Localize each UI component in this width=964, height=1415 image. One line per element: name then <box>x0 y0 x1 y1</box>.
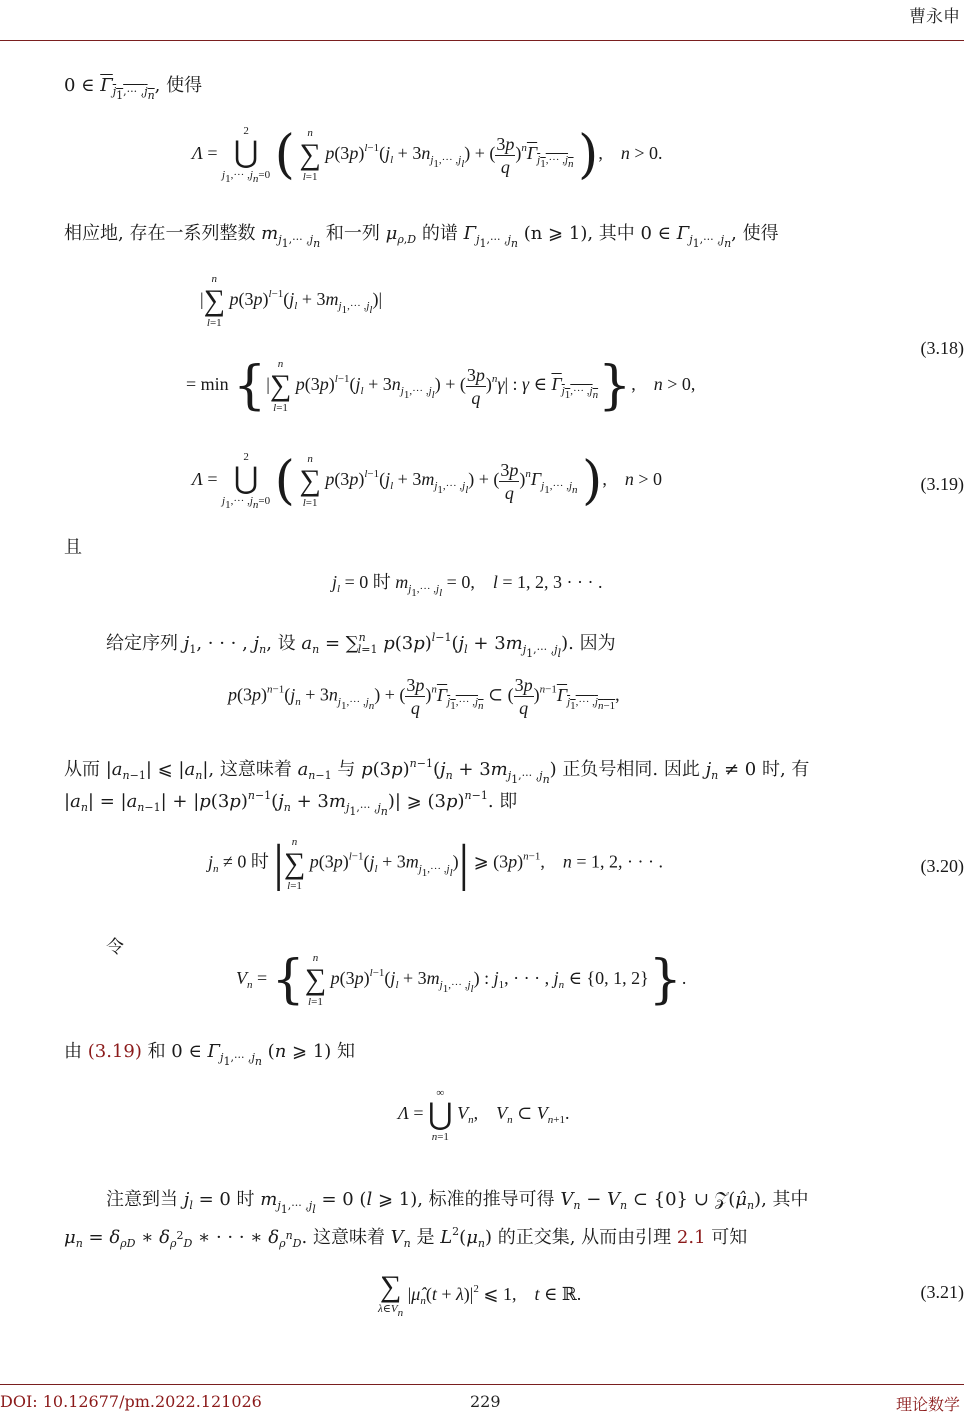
equation-number: (3.19) <box>921 474 964 495</box>
text-fragment: 0 ∈ <box>64 75 100 96</box>
text-fragment: 相应地, 存在一系列整数 <box>64 223 261 244</box>
equation-lambda-vn: Λ = ∞ ⋃ n=1 $V_n$, $V_n$ ⊂ $V_{n+1}$. <box>398 1086 569 1144</box>
paragraph-line: 0 ∈ $\Gamma_{j_1,\cdot\cdot\cdot ,j_n}$, 使得 <box>64 74 202 108</box>
equation-link[interactable]: (3.19) <box>88 1041 142 1062</box>
paragraph-line: 且 <box>64 536 82 560</box>
text-fragment: , 使得 <box>155 75 202 96</box>
paragraph-line: 给定序列 $j_1$, · · · , $j_n$, 设 $a_n = \sum^n_{l=1}$ $p(3p)^{l-1}(j_l + 3m_{j_1,\cdot\cdot\cdot ,j_l})$. 因为 <box>106 626 616 666</box>
paragraph-line: 令 <box>106 936 124 960</box>
page-number: 229 <box>470 1392 501 1411</box>
text-fragment: (n ⩾ 1), 其中 0 ∈ <box>518 223 677 244</box>
equation-condition: $j_l = 0$ 时 $m_{j_1,\cdot\cdot\cdot ,j_l} = 0$, l = 1, 2, 3 · · · . <box>332 568 602 599</box>
paragraph-line: $|a_n| = |a_{n-1}| + |p(3p)^{n-1}(j_n + 3m_{j_1,\cdot\cdot\cdot ,j_n})|$ ⩾ $(3p)^{n-1}$. 即 <box>64 784 517 824</box>
paragraph-line: 从而 $|a_{n-1}|$ ⩽ $|a_n|$, 这意味着 $a_{n-1}$ 与 $p(3p)^{n-1}(j_n + 3m_{j_1,\cdot\cdot\cdot ,j_n})$ 正负号相同. 因此 $j_n \ne 0$ 时, 有 <box>64 752 809 792</box>
paragraph-line: 相应地, 存在一系列整数 $m_{j_1,\cdot\cdot\cdot ,j_n}$ 和一列 $\mu_{\rho,D}$ 的谱 $\Gamma_{j_1,\cdot\cdot\cdot ,j_n}$ (n ⩾ 1), 其中 0 ∈ $\Gamma_{j_1,\cdot\cdot\cdot ,j_n}$, 使得 <box>64 222 779 256</box>
text-fragment: , 使得 <box>731 223 778 244</box>
footer-divider <box>0 1384 964 1385</box>
lemma-link[interactable]: 2.1 <box>677 1227 706 1248</box>
equation-inclusion: $p(3p)^{n-1}(j_n + 3n_{j_1,\cdot\cdot\cdot ,j_n})$ + ( $\frac{3p}{q}$ )$^n\Gamma_{j_1,\cdot\cdot\cdot ,j_n}$ ⊂ ( $\frac{3p}{q}$ )$^{n-1}\Gamma_{j_1,\cdot\cdot\cdot ,j_{n-1}}$, <box>228 674 620 719</box>
footer-journal-link[interactable]: 理论数学 <box>896 1392 960 1415</box>
equation-number: (3.21) <box>921 1282 964 1303</box>
equation-number: (3.18) <box>921 338 964 359</box>
equation-vn: $V_n$ = { n ∑ l=1 $p(3p)^{l-1}(j_l + 3m_{j_1,\cdot\cdot\cdot ,j_l})$ : $j_1$, · · · , $j_n$ ∈ {0, 1, 2}}. <box>236 950 686 1010</box>
paragraph-line: 注意到当 $j_l = 0$ 时 $m_{j_1,\cdot\cdot\cdot ,j_l} = 0$ (l ⩾ 1), 标准的推导可得 $V_n - V_n$ ⊂ {0} ∪ $𝒵(\mû_n)$, 其中 <box>106 1188 809 1222</box>
page-header <box>0 0 964 41</box>
equation-3-19: Λ = 2 ⋃ $j_1,\cdot\cdot\cdot ,j_n=0$ ( n ∑ l=1 $p(3p)^{l-1}(j_l + 3m_{j_1,\cdot\cdot\cdot ,j_l})$ + ( $\frac{3p}{q}$ )$^n\Gamma_{j_1,\cdot\cdot\cdot ,j_n}$ ), n > 0 <box>192 450 662 512</box>
text-fragment: 和一列 <box>320 223 385 244</box>
paragraph-line: $\mu_n = \delta_{\rho D}$ ∗ $\delta_{\rho^2D}$ ∗ · · · ∗ $\delta_{\rho^nD}$. 这意味着 $V_n$ 是 $L^2(\mu_n)$ 的正交集, 从而由引理 2.1 可知 <box>64 1220 747 1256</box>
paragraph-line: 由 (3.19) 和 0 ∈ $\Gamma_{j_1,\cdot\cdot\cdot ,j_n}$ (n ⩾ 1) 知 <box>64 1040 355 1074</box>
text-fragment: . 即 <box>488 791 517 812</box>
equation-3-18-line2: = min {| n ∑ l=1 $p(3p)^{l-1}(j_l + 3n_{j_1,\cdot\cdot\cdot ,j_l})$ + ( $\frac{3p}{q}$ )$^n$γ| : γ ∈ $\Gamma_{j_1,\cdot\cdot\cdot ,j_n}$}, n > 0, <box>186 356 695 416</box>
equation-3-18-line1: | n ∑ l=1 $p(3p)^{l-1}(j_l + 3m_{j_1,\cdot\cdot\cdot ,j_l})|$ <box>200 272 382 330</box>
equation-lambda-union: Λ = 2 ⋃ $j_1,\cdot\cdot\cdot ,j_n=0$ ( n ∑ l=1 $p(3p)^{l-1}(j_l + 3n_{j_1,\cdot\cdot\cdot ,j_l})$ + ( $\frac{3p}{q}$ )$^n\Gamma_{j_1,\cdot\cdot\cdot ,j_n}$ ), n > 0. <box>192 124 662 186</box>
equation-3-20: $j_n \ne 0$ 时 | n ∑ l=1 $p(3p)^{l-1}(j_l + 3m_{j_1,\cdot\cdot\cdot ,j_l})|$ ⩾ $(3p)^{n-1}$, n = 1, 2, · · · . <box>208 834 663 893</box>
header-author: 曹永申 <box>909 2 960 27</box>
text-fragment: 可知 <box>706 1227 748 1248</box>
text-fragment: . 因为 <box>568 633 615 654</box>
text-fragment: 的谱 <box>416 223 463 244</box>
footer-doi-link[interactable]: DOI: 10.12677/pm.2022.121026 <box>0 1392 262 1411</box>
equation-number: (3.20) <box>921 856 964 877</box>
equation-3-21: ∑ $\lambda\in V_n$ $|\mû_n(t + \lambda)|^2$ ⩽ 1, t ∈ ℝ. <box>378 1272 581 1320</box>
text-fragment: 由 <box>64 1041 88 1062</box>
